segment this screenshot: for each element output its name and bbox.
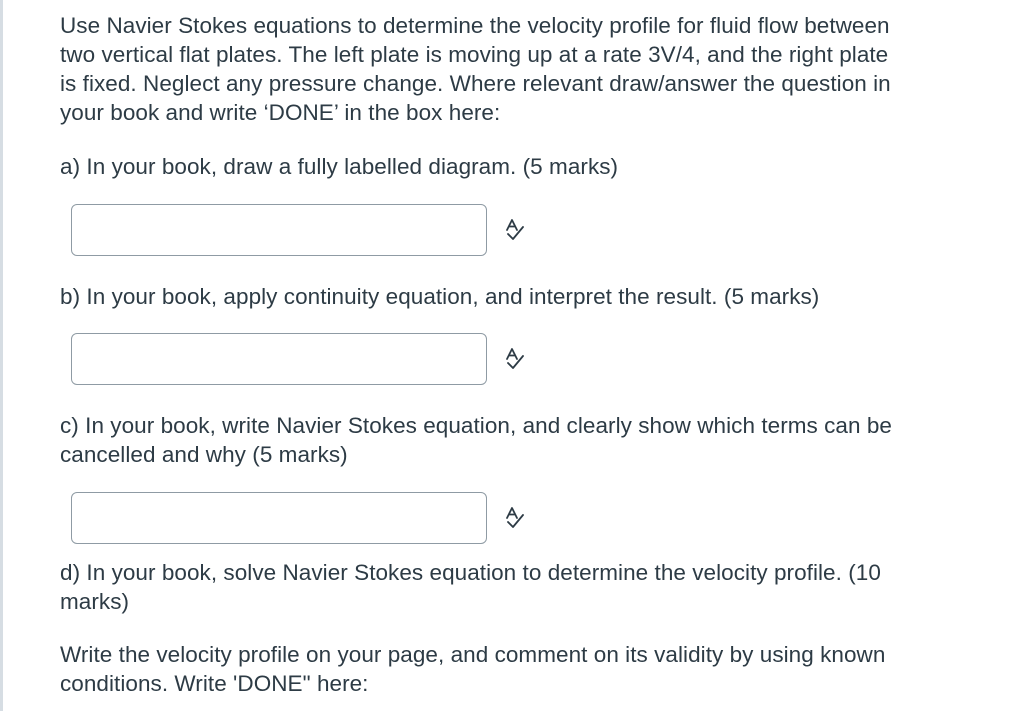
question-c-answer-input[interactable] bbox=[71, 492, 487, 544]
question-b-text bbox=[60, 282, 980, 311]
question-d-text bbox=[60, 558, 980, 616]
question-a-text bbox=[60, 152, 980, 181]
final-instruction-line: Write the velocity profile on your page, and comment on its validity by using known bbox=[60, 642, 886, 667]
left-edge-divider bbox=[0, 0, 3, 711]
final-instruction-line: conditions. Write 'DONE" here: bbox=[60, 671, 369, 696]
intro-paragraph bbox=[60, 11, 980, 127]
spellcheck-icon[interactable] bbox=[504, 506, 526, 532]
spellcheck-icon[interactable] bbox=[504, 218, 526, 244]
intro-line: two vertical flat plates. The left plate is moving up at a rate 3V/4, and the right plate bbox=[60, 42, 889, 67]
spellcheck-icon[interactable] bbox=[504, 347, 526, 373]
question-a-answer-input[interactable] bbox=[71, 204, 487, 256]
question-b-answer-row bbox=[71, 333, 541, 385]
question-d-line: marks) bbox=[60, 589, 130, 614]
question-c-text bbox=[60, 411, 980, 469]
intro-line: your book and write ‘DONE’ in the box here: bbox=[60, 100, 501, 125]
intro-line: is fixed. Neglect any pressure change. Where relevant draw/answer the question in bbox=[60, 71, 891, 96]
question-a-answer-row bbox=[71, 204, 541, 256]
question-a-line: a) In your book, draw a fully labelled diagram. (5 marks) bbox=[60, 154, 619, 179]
question-d-line: d) In your book, solve Navier Stokes equation to determine the velocity profile. (10 bbox=[60, 560, 881, 585]
question-b-answer-input[interactable] bbox=[71, 333, 487, 385]
question-c-line: c) In your book, write Navier Stokes equation, and clearly show which terms can be bbox=[60, 413, 892, 438]
intro-line: Use Navier Stokes equations to determine the velocity profile for fluid flow between bbox=[60, 13, 890, 38]
question-c-line: cancelled and why (5 marks) bbox=[60, 442, 348, 467]
question-c-answer-row bbox=[71, 492, 541, 544]
final-instruction-text bbox=[60, 640, 980, 698]
question-b-line: b) In your book, apply continuity equation, and interpret the result. (5 marks) bbox=[60, 284, 820, 309]
